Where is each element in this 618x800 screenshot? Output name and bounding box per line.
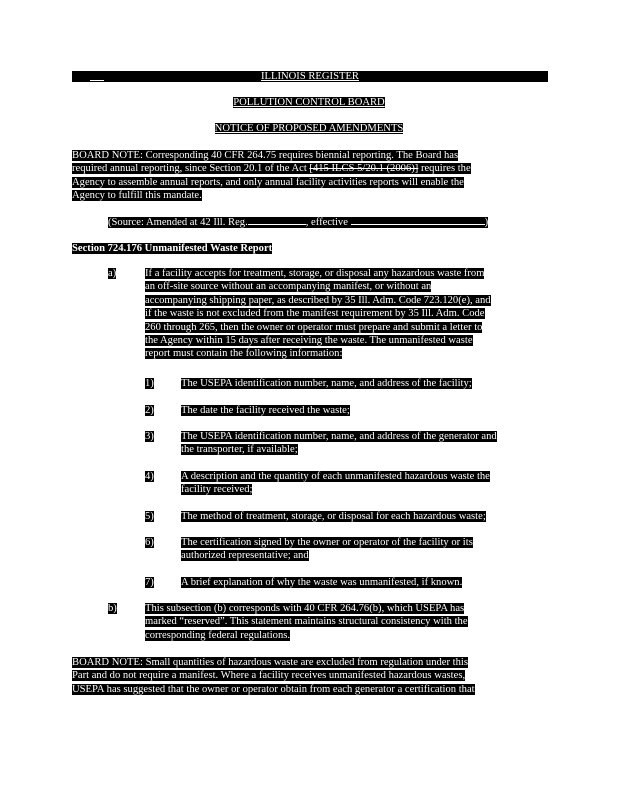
subsection-b-label-wrap [108, 602, 117, 615]
item-5-label: 5) [145, 511, 154, 522]
item-2-line: The date the facility received the waste; [181, 405, 350, 416]
item-2-label-wrap [145, 404, 154, 417]
subsection-a-line: report must contain the following information: [145, 348, 343, 360]
source-statement [108, 217, 488, 228]
item-2-label: 2) [145, 405, 154, 416]
item-5-label-wrap [145, 510, 154, 523]
board-note-1 [72, 149, 542, 203]
item-5-line: The method of treatment, storage, or disposal for each hazardous waste; [181, 511, 486, 522]
subsection-a-line: If a facility accepts for treatment, storage, or disposal any hazardous waste from [145, 268, 485, 279]
section-title-row [72, 242, 272, 255]
item-3-line: The USEPA identification number, name, and address of the generator and [181, 431, 497, 442]
item-4-line: facility received; [181, 484, 253, 496]
item-1-line: The USEPA identification number, name, and address of the facility; [181, 378, 472, 389]
subsection-a-label: a) [108, 268, 117, 279]
source-line [108, 216, 528, 229]
board-note-2-line: BOARD NOTE: Small quantities of hazardous waste are excluded from regulation under this [72, 657, 468, 668]
item-6-line: authorized representative; and [181, 550, 309, 562]
source-effective-blank [351, 224, 485, 225]
board-note-1-line-4: Agency to fulfill this mandate. [72, 190, 202, 202]
subsection-b-label: b) [108, 603, 117, 614]
item-6-line: The certification signed by the owner or operator of the facility or its [181, 537, 473, 548]
item-2-text [181, 404, 547, 417]
item-6-label-wrap [145, 536, 154, 549]
subsection-a-line: accompanying shipping paper, as described by 35 Ill. Adm. Code 723.120(e), and [145, 294, 491, 306]
source-close-paren: ) [484, 217, 489, 228]
subsection-a-line: 260 through 265, then the owner or operator must prepare and submit a letter to [145, 321, 483, 333]
section-title: Section 724.176 Unmanifested Waste Report [72, 243, 273, 254]
subsection-b-line: marked “reserved”. This statement maintains structural consistency with the [145, 616, 468, 628]
source-prefix: (Source: Amended at 42 Ill. Reg. [108, 217, 248, 228]
item-1-label: 1) [145, 378, 154, 389]
item-4-label: 4) [145, 471, 154, 482]
board-note-1-line-2-b: requires the [418, 163, 471, 175]
board-note-1-line-2 [72, 163, 471, 174]
item-7-label-wrap [145, 576, 154, 589]
source-effective-label: , effective [305, 217, 348, 228]
board-note-1-struck-citation: [415 ILCS 5/20.1 (2006)] [309, 163, 419, 175]
notice-row [0, 122, 618, 135]
board-note-1-line-2-a: required annual reporting, since Section 20.1 of the Act [72, 163, 310, 175]
subsection-b-line: corresponding federal regulations. [145, 629, 291, 641]
item-3-line: the transporter, if available; [181, 444, 298, 456]
subsection-a-line: the Agency within 15 days after receiving the waste. The unmanifested waste [145, 335, 473, 347]
board-note-1-line-1: BOARD NOTE: Corresponding 40 CFR 264.75 requires biennial reporting. The Board has [72, 150, 459, 161]
item-4-line: A description and the quantity of each unmanifested hazardous waste the [181, 471, 490, 482]
item-3-label-wrap [145, 430, 154, 443]
subsection-b-line: This subsection (b) corresponds with 40 CFR 264.76(b), which USEPA has [145, 603, 465, 614]
item-3-label: 3) [145, 431, 154, 442]
item-4-label-wrap [145, 470, 154, 483]
item-3-text [181, 430, 547, 457]
register-header-bar [72, 71, 548, 82]
subsection-a-text [145, 267, 547, 361]
item-1-text [181, 377, 547, 390]
notice-title: NOTICE OF PROPOSED AMENDMENTS [214, 123, 404, 134]
subsection-a-label-wrap [108, 267, 116, 280]
item-6-text [181, 536, 547, 563]
subsection-b-text [145, 602, 547, 642]
subsection-a-line: an off-site source without an accompanying manifest, or without an [145, 281, 432, 293]
board-note-2-line: Part and do not require a manifest. Where a facility receives unmanifested hazardous wastes, [72, 670, 466, 682]
item-6-label: 6) [145, 537, 154, 548]
item-5-text [181, 510, 547, 523]
subsection-a-line: if the waste is not excluded from the manifest requirement by 35 Ill. Adm. Code [145, 308, 485, 320]
register-title: ILLINOIS REGISTER [261, 71, 359, 82]
board-note-2-line: USEPA has suggested that the owner or operator obtain from each generator a certification that [72, 683, 475, 695]
board-note-2 [72, 656, 542, 696]
board-note-1-line-3: Agency to assemble annual reports, and only annual facility activities reports will enable the [72, 176, 464, 188]
item-1-label-wrap [145, 377, 154, 390]
item-4-text [181, 470, 547, 497]
item-7-text [181, 576, 547, 589]
item-7-label: 7) [145, 577, 154, 588]
item-7-line: A brief explanation of why the waste was unmanifested, if known. [181, 577, 463, 588]
board-name-row [0, 96, 618, 109]
source-volume-blank [248, 224, 306, 225]
board-name: POLLUTION CONTROL BOARD [233, 97, 385, 108]
